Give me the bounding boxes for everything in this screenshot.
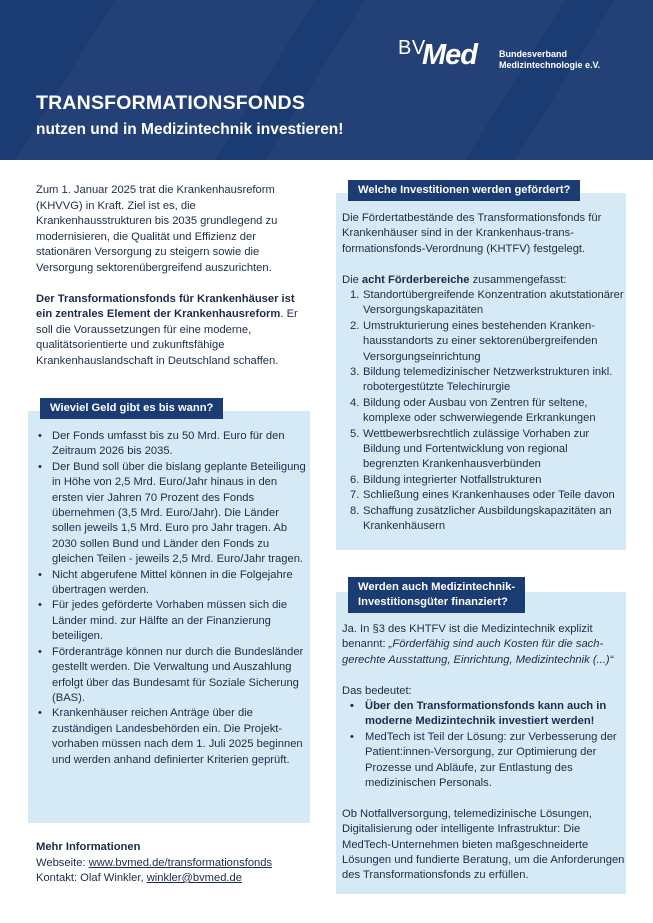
intro-paragraph-1: Zum 1. Januar 2025 trat die Krankenhausreform (KHVVG) in Kraft. Ziel ist es, die Krankenhausstrukturen bis 2035 grundlegend zu modernisieren, die Qualität und Effizienz der stationären Versorgung zu steigern sowie die Versorgung sektorenübergreifend auszurichten. — [36, 184, 278, 274]
intro-paragraph-2 — [36, 292, 308, 370]
email-link[interactable]: winkler@bvmed.de — [146, 872, 242, 884]
list-item: • Der Fonds umfasst bis zu 50 Mrd. Euro für den Zeitraum 2026 bis 2035. — [36, 429, 306, 460]
money-box — [28, 402, 310, 823]
medtech-title-line-1: Werden auch Medizintechnik- — [358, 581, 516, 593]
intro-highlight: Der Transformationsfonds für Krankenhäuser ist ein zentrales Element der Krankenhausreform — [36, 292, 295, 320]
list-number: 1. — [350, 289, 360, 302]
list-number: 4. — [350, 396, 360, 409]
medtech-title-line-2: Investitionsgüter finanziert? — [358, 596, 508, 608]
contact-label: Kontakt: Olaf Winkler, — [36, 872, 147, 884]
list-text: Standortübergreifende Konzentration akutstationärer Versorgungskapazitäten — [363, 289, 624, 317]
logo-line-1: Bundesverband — [499, 49, 568, 59]
medtech-box-title — [348, 577, 525, 613]
list-item — [342, 488, 626, 503]
list-item: • Nicht abgerufene Mittel können in die Folgejahre übertragen werden. — [36, 568, 306, 599]
list-number: 5. — [350, 427, 360, 440]
medtech-paragraph-1 — [342, 622, 626, 668]
list-item: • MedTech ist Teil der Lösung: zur Verbesserung der Patient:innen-Versorgung, zur Optimierung der Prozesse und Abläufe, zur Entlastung des medizinischen Personals. — [342, 730, 626, 792]
medtech-list — [342, 699, 626, 791]
website-line — [36, 856, 326, 872]
header-banner — [0, 0, 653, 160]
invest-summary-bold: acht Förderbereiche — [361, 273, 470, 286]
list-item — [342, 319, 626, 365]
intro-rest: . Er soll die Voraussetzungen für eine moderne, qualitätsorientierte und zukunftsfähige Krankenhauslandschaft in Deutschland schaffen. — [36, 308, 298, 367]
invest-box-title: Welche Investitionen werden gefördert? — [348, 180, 580, 201]
list-item — [342, 427, 626, 473]
list-text: Schließung eines Krankenhauses oder Teile davon — [363, 489, 615, 502]
invest-summary-pre: Die — [342, 273, 362, 286]
list-item — [342, 473, 626, 488]
list-text: Schaffung zusätzlicher Ausbildungskapazitäten an Krankenhäusern — [363, 504, 612, 533]
medtech-paragraph-2: Das bedeutet: — [342, 684, 412, 697]
list-item — [342, 396, 626, 427]
medtech-box — [336, 581, 626, 894]
medtech-paragraph-3: Ob Notfallversorgung, telemedizinische Lösungen, Digitalisierung oder intelligente Infrastruktur: Die MedTech-Unternehmen bieten maßgeschneiderte Lösungen und fundierte Beratung, um die Anforderungen des Transformationsfonds zu erfüllen. — [342, 807, 625, 882]
list-text: Umstrukturierung eines bestehenden Kranken-hausstandorts zu einer sektorenübergreifenden Versorgungseinrichtung — [363, 319, 598, 363]
money-list — [36, 429, 306, 768]
website-link[interactable]: www.bvmed.de/transformationsfonds — [88, 856, 273, 869]
logo-line-2: Medizintechnologie e.V. — [499, 59, 601, 70]
intro-section — [36, 183, 308, 385]
list-text: Bildung oder Ausbau von Zentren für seltene, komplexe oder schwerwiegende Erkrankungen — [363, 396, 596, 425]
list-item: • Für jedes geförderte Vorhaben müssen sich die Länder mind. zur Hälfte an der Finanzierung beteiligen. — [36, 598, 306, 644]
invest-summary — [342, 273, 626, 288]
list-text: Wettbewerbsrechtlich zulässige Vorhaben zur Bildung und Fortentwicklung von regional begrenzten Krankenhausverbünden — [363, 427, 590, 471]
list-item: • Krankenhäuser reichen Anträge über die zuständigen Landesbehörden ein. Die Projekt-vorhaben müssen nach dem 1. Juli 2025 beginnen und werden anhand definierter Kriterien geprüft. — [36, 706, 306, 768]
list-number: 3. — [350, 366, 360, 379]
page-subtitle: nutzen und in Medizintechnik investieren! — [36, 121, 344, 138]
list-number: 7. — [350, 489, 360, 502]
more-info-title: Mehr Informationen — [36, 841, 141, 853]
invest-list — [342, 288, 626, 535]
invest-box — [336, 184, 626, 550]
list-item — [342, 365, 626, 396]
page-title: TRANSFORMATIONSFONDS — [36, 92, 306, 114]
logo-text — [499, 49, 600, 70]
list-number: 2. — [350, 319, 360, 332]
invest-intro: Die Fördertatbestände des Transformationsfonds für Krankenhäuser sind in der Krankenhaus-trans-formationsfonds-Verordnung (KHTFV) festgelegt. — [342, 212, 602, 255]
medtech-quote: „Förderfähig sind auch Kosten für die sach-gerechte Ausstattung, Einrichtung, Medizintechnik (...)“ — [342, 638, 614, 666]
contact-line — [36, 871, 326, 887]
website-label: Webseite: — [36, 856, 89, 869]
list-number: 8. — [350, 504, 360, 517]
medtech-content — [342, 622, 626, 884]
logo-bv: BV — [398, 37, 426, 59]
list-item: • Förderanträge können nur durch die Bundesländer gestellt werden. Die Verwaltung und Auszahlung erfolgt über das Bundesamt für Soziale Sicherung (BAS). — [36, 645, 306, 707]
list-item: • Der Bund soll über die bislang geplante Beteiligung in Höhe von 2,5 Mrd. Euro/Jahr hinaus in den ersten vier Jahren 70 Prozent des Fonds übernehmen (3,5 Mrd. Euro/Jahr). Die Länder sollen jeweils 1,5 Mrd. Euro pro Jahr tragen. Ab 2030 sollen Bund und Länder den Fonds zu gleichen Teilen - jeweils 2,5 Mrd. Euro/Jahr tragen. — [36, 460, 306, 568]
list-text: Bildung integrierter Notfallstrukturen — [363, 473, 542, 486]
logo-med: Med — [422, 39, 477, 71]
medtech-p1-text: Ja. In §3 des KHTFV ist die Medizintechnik explizit benannt: — [342, 623, 593, 651]
more-info — [36, 840, 326, 887]
invest-content — [342, 211, 626, 535]
list-number: 6. — [350, 473, 360, 486]
list-item — [342, 288, 626, 319]
list-text: Bildung telemedizinischer Netzwerkstrukturen inkl. robotergestützte Telechirurgie — [363, 366, 613, 394]
list-item: • Über den Transformationsfonds kann auch in moderne Medizintechnik investiert werden! — [342, 699, 626, 730]
invest-summary-post: zusammengefasst: — [469, 273, 567, 286]
money-box-title: Wieviel Geld gibt es bis wann? — [40, 398, 223, 419]
list-item — [342, 504, 626, 535]
